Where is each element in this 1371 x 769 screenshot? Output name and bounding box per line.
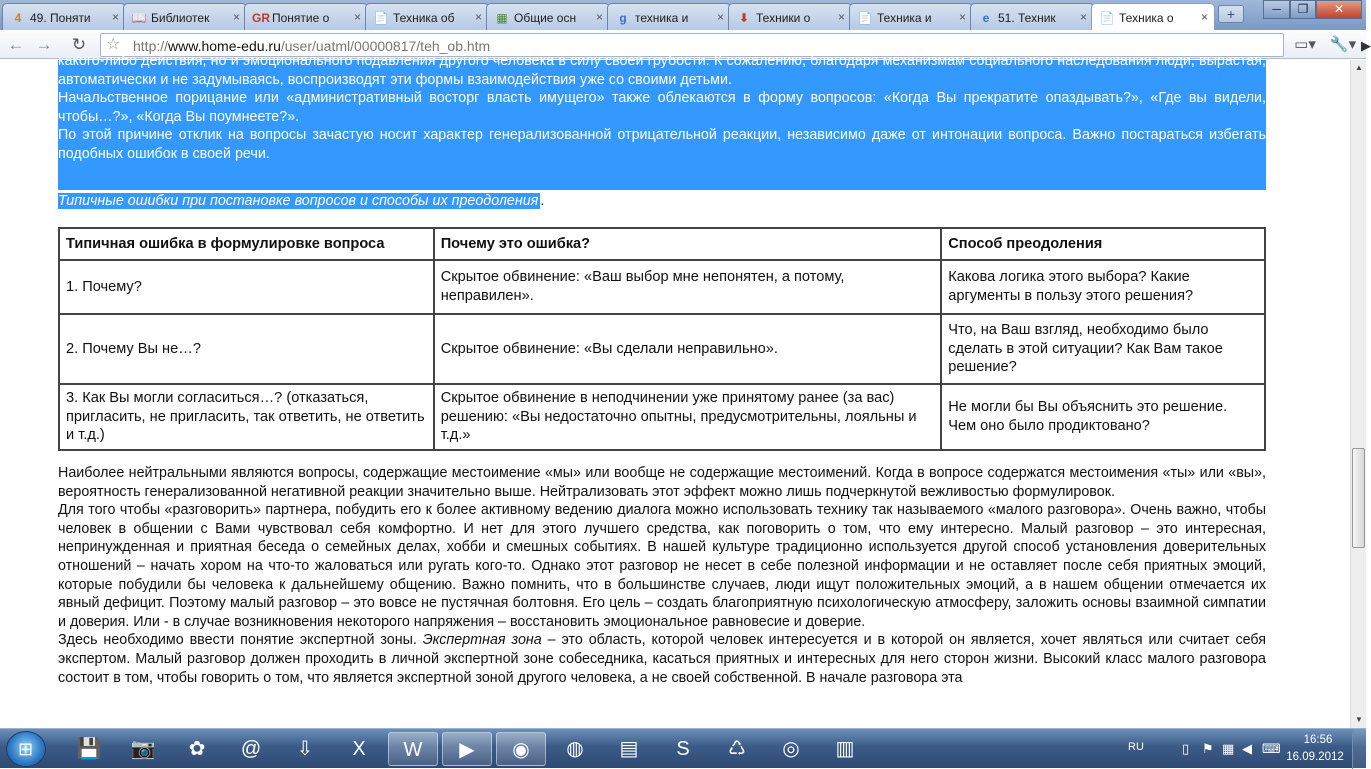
tab-favicon-icon: e: [982, 11, 990, 25]
page-menu-button[interactable]: [1290, 34, 1320, 56]
table-row: [59, 384, 1265, 450]
printer-app-icon[interactable]: ▥: [835, 738, 855, 760]
mail-app-icon[interactable]: @: [240, 738, 262, 760]
tab-favicon-icon: 📄: [857, 11, 873, 25]
scroll-down-arrow-icon[interactable]: ▼: [1355, 715, 1363, 724]
table-header-cell: Почему это ошибка?: [434, 228, 942, 260]
bookmark-star-icon[interactable]: ☆: [106, 36, 121, 53]
reload-icon: ↻: [71, 35, 87, 54]
tab-label: Библиотек: [151, 11, 210, 25]
wrench-icon: 🔧▾: [1329, 36, 1357, 53]
browser-tab[interactable]: [486, 3, 610, 30]
word-app-icon[interactable]: W: [388, 732, 438, 766]
table-row: [59, 314, 1265, 384]
tab-close-icon[interactable]: ×: [111, 10, 119, 24]
browser-tab[interactable]: [365, 3, 489, 30]
scanner-app-icon[interactable]: ▤: [619, 738, 639, 760]
scroll-up-arrow-icon[interactable]: ▲: [1355, 63, 1363, 72]
minimize-button[interactable]: ─: [1263, 0, 1290, 19]
table-cell: 1. Почему?: [59, 260, 434, 314]
volume-tray-icon[interactable]: ◀: [1242, 741, 1252, 756]
browser-tab[interactable]: [244, 3, 368, 30]
kmplayer-app-icon[interactable]: ▶: [442, 732, 492, 766]
start-button[interactable]: [6, 731, 46, 767]
tab-label: 51. Техник: [998, 11, 1056, 25]
chrome-app-icon[interactable]: ◉: [496, 732, 546, 766]
tab-close-icon[interactable]: ×: [353, 10, 361, 24]
expert-zone-text: – это область, которой человек интересуется и в которой он является, хочет являться или считает себя экспертом. Малый разговор должен проходить в личной экспертной зоне собеседника, касаться приятных и интересных для него сторон жизни. Высокий класс малого разговора состоит в том, чтобы говорить о том, что является экспертной зоной другого человека, а не своей собственной. В начале разговора эта: [58, 632, 1266, 686]
table-cell: Скрытое обвинение: «Вы сделали неправильно».: [434, 314, 942, 384]
tab-close-icon[interactable]: ×: [1200, 10, 1208, 24]
clock-date[interactable]: 16.09.2012: [1286, 751, 1344, 763]
tab-label: техника и: [635, 11, 689, 25]
tab-close-icon[interactable]: ×: [232, 10, 240, 24]
table-header-cell: Типичная ошибка в формулировке вопроса: [59, 228, 434, 260]
tab-close-icon[interactable]: ×: [1079, 10, 1087, 24]
tab-favicon-icon: 📄: [1099, 11, 1115, 25]
table-cell: Что, на Ваш взгляд, необходимо было сделать в этой ситуации? Как Вам такое решение?: [941, 314, 1265, 384]
tab-close-icon[interactable]: ×: [716, 10, 724, 24]
paragraph-small-talk: Для того чтобы «разговорить» партнера, побудить его к более активному ведению диалога можно использовать технику так называемого «малого разговора». Очень важно, чтобы человек в общении с Вами чувствовал себя комфортно. И нет для этого лучшего средства, как поговорить о том, что ему интересно. Малый разговор – это интересная, непринужденная и приятная беседа о семейных делах, хобби и смешных событиях. В нашей культуре традиционно используется другой способ установления доверительных отношений – начать хором на что-то жаловаться или ругать кого-то. Однако этот разговор не несет в себе полезной информации и не оставляет после себя приятных эмоций, которые побудили бы человека к дальнейшему общению. Важно помнить, что в большинстве случаев, люди ищут положительных эмоций, а в нашем общении отмечается их явный дефицит. Поэтому малый разговор – это вовсе не пустячная болтовня. Его цель – создать благоприятную психологическую атмосферу, заложить основы взаимной симпатии и доверия. Или - в случае возникновения некоторого напряжения – восстановить эмоциональное равновесие и доверие.: [58, 502, 1266, 630]
tab-label: Техника о: [1119, 11, 1174, 25]
table-header-cell: Способ преодоления: [941, 228, 1265, 260]
expert-zone-intro: Здесь необходимо ввести понятие экспертной зоны.: [58, 632, 423, 649]
tab-label: Техника об: [393, 11, 455, 25]
page-icon: ▭▾: [1294, 36, 1316, 53]
tab-favicon-icon: ⬇: [738, 11, 750, 25]
table-cell: 3. Как Вы могли согласиться…? (отказаться, пригласить, не пригласить, так ответить, не ответить и т.д.): [59, 384, 434, 450]
camera-app-icon[interactable]: 📷: [130, 738, 156, 760]
tab-strip: [0, 0, 1366, 30]
browser-tab[interactable]: [849, 3, 973, 30]
vertical-scrollbar[interactable]: [1350, 60, 1366, 728]
language-indicator[interactable]: RU: [1128, 741, 1144, 753]
phone-tray-icon[interactable]: ▯: [1182, 741, 1190, 756]
browser-tab[interactable]: [2, 3, 126, 30]
question-errors-table: [58, 227, 1266, 451]
table-heading-text: Типичные ошибки при постановке вопросов и способы их преодоления: [58, 193, 539, 209]
table-header-row: [59, 228, 1265, 260]
tab-favicon-icon: g: [619, 11, 627, 25]
skype-app-icon[interactable]: S: [676, 738, 690, 760]
tab-favicon-icon: GR: [252, 11, 270, 25]
flag-tray-icon[interactable]: ⚑: [1202, 741, 1214, 756]
selected-para-3: По этой причине отклик на вопросы зачастую носит характер генерализованной отрицательной реакции, независимо даже от интонации вопроса. Важно постараться избегать подобных ошибок в своей речи.: [58, 127, 1266, 162]
tab-close-icon[interactable]: ×: [595, 10, 603, 24]
forward-arrow-icon: →: [35, 35, 53, 54]
selected-para-1: какого-либо действия, но и эмоционального подавления другого человека в силу своей грубости. К сожалению, благодаря механизмам социального наследования люди, вырастая, автоматически и не задумываясь, воспроизводят эти формы взаимодействия уже со своими детьми.: [58, 53, 1266, 88]
clock-time[interactable]: 16:56: [1303, 734, 1333, 746]
tab-label: 49. Поняти: [30, 11, 91, 25]
tab-close-icon[interactable]: ×: [958, 10, 966, 24]
expert-zone-term: Экспертная зона: [422, 632, 542, 649]
excel-app-icon[interactable]: X: [352, 738, 366, 760]
browser-tab[interactable]: [607, 3, 731, 30]
go-icon[interactable]: ▶: [1361, 38, 1371, 53]
show-desktop-button[interactable]: [1352, 729, 1366, 769]
network-tray-icon[interactable]: ▦: [1222, 741, 1235, 756]
table-row: [59, 260, 1265, 314]
table-heading-tail: .: [540, 193, 545, 209]
url-path: /user/uatml/00000817/teh_ob.htm: [280, 38, 491, 54]
selected-para-2: Начальственное порицание или «административный восторг власть имущего» также облекаются в форму вопросов: «Когда Вы прекратите опаздывать?», «Где вы видели, чтобы…?», «Когда Вы поумнеете?».: [58, 90, 1266, 125]
page-viewport: [0, 53, 1350, 728]
back-button[interactable]: [5, 34, 27, 56]
browser-tab[interactable]: [123, 3, 247, 30]
wrench-menu-button[interactable]: [1326, 34, 1360, 56]
body-paragraphs: [58, 464, 1266, 687]
recycle-app-icon[interactable]: ♺: [728, 738, 746, 760]
scrollbar-thumb[interactable]: [1352, 448, 1365, 548]
huawei-app-icon[interactable]: ✿: [188, 738, 206, 760]
new-tab-button[interactable]: +: [1218, 5, 1244, 23]
download-app-icon[interactable]: ⇩: [296, 738, 314, 760]
windows-taskbar: [0, 728, 1366, 768]
tab-label: Общие осн: [514, 11, 577, 25]
table-cell: Не могли бы Вы объяснить это решение. Чем оно было продиктовано?: [941, 384, 1265, 450]
table-cell: Какова логика этого выбора? Какие аргументы в пользу этого решения?: [941, 260, 1265, 314]
save-app-icon[interactable]: 💾: [76, 738, 102, 760]
tab-favicon-icon: 📖: [131, 11, 147, 25]
tab-label: Техника и: [877, 11, 932, 25]
windows-logo-icon: ⊞: [18, 739, 34, 759]
close-window-button[interactable]: ✕: [1316, 0, 1362, 19]
table-cell: Скрытое обвинение в неподчинении уже принятому ранее (за вас) решению: «Вы недостаточно опытны, предусмотрительны, лояльны и т.д.»: [434, 384, 942, 450]
paragraph-expert-zone: [58, 631, 1266, 687]
keyboard-tray-icon[interactable]: ⌨: [1262, 741, 1281, 756]
browser-tab[interactable]: [1091, 3, 1215, 31]
table-cell: 2. Почему Вы не…?: [59, 314, 434, 384]
selected-text-block: [58, 53, 1266, 190]
table-cell: Скрытое обвинение: «Ваш выбор мне непонятен, а потому, неправилен».: [434, 260, 942, 314]
table-heading: [58, 192, 544, 211]
media-app-icon[interactable]: ◎: [782, 738, 800, 760]
tab-close-icon[interactable]: ×: [837, 10, 845, 24]
selected-para-1-wrapper: [58, 52, 1266, 89]
maximize-button[interactable]: ❐: [1290, 0, 1316, 19]
url-host: www.home-edu.ru: [168, 38, 281, 54]
tab-favicon-icon: 📄: [373, 11, 389, 25]
back-arrow-icon: ←: [7, 35, 25, 54]
url-prefix: http://: [133, 38, 169, 54]
google-earth-app-icon[interactable]: ◍: [566, 738, 584, 760]
tab-close-icon[interactable]: ×: [474, 10, 482, 24]
browser-tab[interactable]: [728, 3, 852, 30]
tab-label: Понятие о: [272, 11, 330, 25]
tab-favicon-icon: 4: [14, 11, 22, 25]
forward-button[interactable]: [33, 34, 55, 56]
tab-favicon-icon: ▦: [496, 11, 508, 25]
tab-label: Техники о: [756, 11, 811, 25]
paragraph-neutral-questions: Наиболее нейтральными являются вопросы, содержащие местоимение «мы» или вообще не содержащие местоимений. Когда в вопросе содержатся местоимения «ты» или «вы», вероятность генерализованной негативной реакции значительно выше. Нейтрализовать этот эффект можно лишь подчеркнутой вежливостью формулировок.: [58, 465, 1266, 500]
browser-tab[interactable]: [970, 3, 1094, 30]
